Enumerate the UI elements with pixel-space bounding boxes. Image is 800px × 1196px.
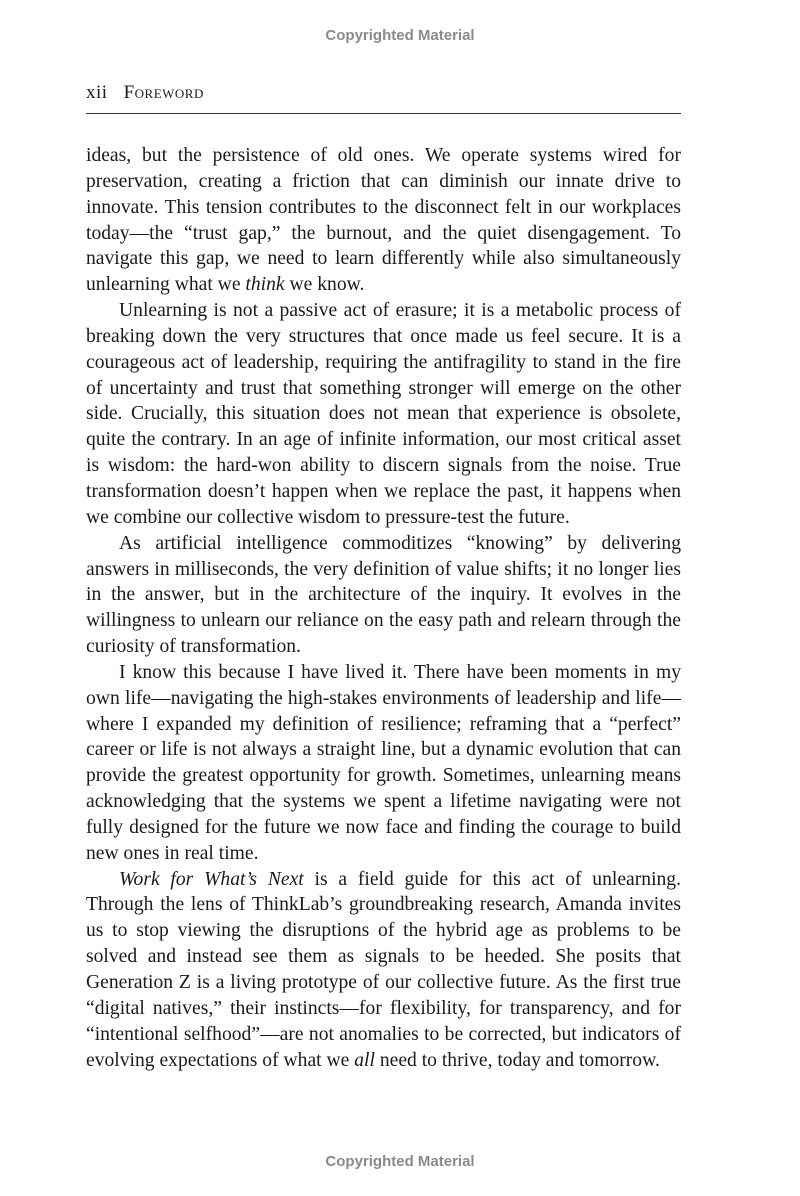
body-text bbox=[86, 143, 681, 1073]
paragraph-3: As artificial intelligence commoditizes “knowing” by delivering answers in milliseconds, the very definition of value shifts; it no longer lies in the answer, but in the architecture of the inquiry. It evolves in the willingness to unlearn our reliance on the easy path and relearn through the curiosity of transformation. bbox=[86, 532, 681, 658]
section-title: Foreword bbox=[123, 82, 204, 103]
copyright-watermark-bottom: Copyrighted Material bbox=[325, 1153, 475, 1170]
paragraph-5: Work for What’s Next is a field guide for this act of unlearning. Through the lens of ThinkLab’s groundbreaking research, Amanda invites us to stop viewing the disruptions of the hybrid age as problems to be solved and instead see them as signals to be heeded. She posits that Generation Z is a living prototype of our collective future. As the first true “digital natives,” their instincts—for flexibility, for transparency, and for “intentional selfhood”—are not anomalies to be corrected, but indicators of evolving expectations of what we all need to thrive, today and tomorrow. bbox=[86, 868, 681, 1071]
paragraph-4: I know this because I have lived it. There have been moments in my own life—navigating the high-stakes environments of leadership and life—where I expanded my definition of resilience; reframing that a “perfect” career or life is not always a straight line, but a dynamic evolution that can provide the greatest opportunity for growth. Sometimes, unlearning means acknowledging that the systems we spent a lifetime navigating were not fully designed for the future we now face and finding the courage to build new ones in real time. bbox=[86, 661, 681, 864]
running-head bbox=[86, 82, 681, 104]
emphasis-all: all bbox=[354, 1049, 375, 1071]
paragraph-2: Unlearning is not a passive act of erasure; it is a metabolic process of breaking down the very structures that once made us feel secure. It is a courageous act of leadership, requiring the antifragility to stand in the fire of uncertainty and trust that something stronger will emerge on the other side. Crucially, this situation does not mean that experience is obsolete, quite the contrary. In an age of infinite information, our most critical asset is wisdom: the hard-won ability to discern signals from the noise. True transformation doesn’t happen when we replace the past, it happens when we combine our collective wisdom to pressure-test the future. bbox=[86, 300, 681, 528]
copyright-watermark-top: Copyrighted Material bbox=[325, 27, 475, 44]
emphasis-think: think bbox=[245, 274, 285, 296]
paragraph-1: ideas, but the persistence of old ones. We operate systems wired for preservation, creating a friction that can diminish our innate drive to innovate. This tension contributes to the disconnect felt in our workplaces today—the “trust gap,” the burnout, and the quiet disengagement. To navigate this gap, we need to learn differently while also simultaneously unlearning what we think we know. bbox=[86, 145, 681, 296]
book-title: Work for What’s Next bbox=[119, 868, 304, 890]
header-rule bbox=[86, 113, 681, 114]
page-number: xii bbox=[86, 82, 108, 103]
